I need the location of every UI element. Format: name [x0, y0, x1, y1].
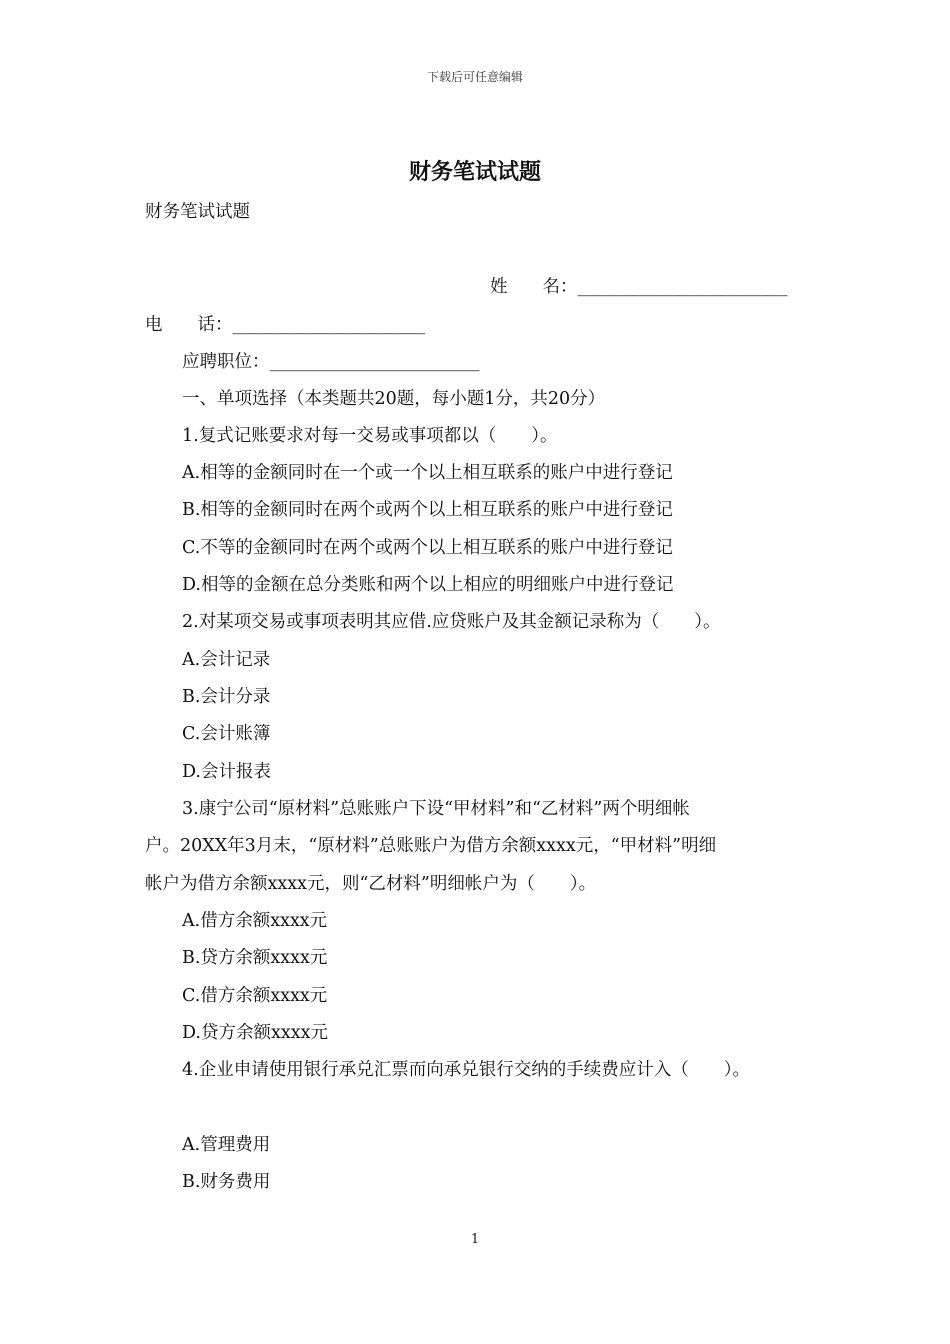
- page-header-note: 下载后可任意编辑: [426, 70, 523, 84]
- question-2-option-c: C.会计账簿: [182, 724, 271, 744]
- question-1-stem: 1.复式记账要求对每一交易或事项都以（ ）。: [182, 426, 558, 446]
- question-3-option-c: C.借方余额xxxx元: [182, 986, 328, 1006]
- document-title: 财务笔试试题: [408, 159, 541, 185]
- position-field: 应聘职位：________________________: [182, 352, 480, 372]
- phone-field: 电 话：______________________: [145, 315, 425, 335]
- question-1-option-d: D.相等的金额在总分类账和两个以上相应的明细账户中进行登记: [182, 575, 674, 595]
- question-3-option-a: A.借方余额xxxx元: [182, 911, 328, 931]
- question-2-option-b: B.会计分录: [182, 687, 271, 707]
- question-3-stem-line3: 帐户为借方余额xxxx元，则“乙材料”明细帐户为（ ）。: [145, 874, 597, 894]
- question-2-option-d: D.会计报表: [182, 762, 271, 782]
- question-1-option-a: A.相等的金额同时在一个或一个以上相互联系的账户中进行登记: [182, 463, 673, 483]
- question-1-option-c: C.不等的金额同时在两个或两个以上相互联系的账户中进行登记: [182, 538, 673, 558]
- document-subtitle: 财务笔试试题: [145, 202, 250, 222]
- question-4-option-a: A.管理费用: [182, 1135, 271, 1155]
- question-4-option-b: B.财务费用: [182, 1172, 271, 1192]
- question-2-option-a: A.会计记录: [182, 650, 271, 670]
- name-field: 姓 名：________________________: [490, 277, 788, 297]
- question-4-stem: 4.企业申请使用银行承兑汇票而向承兑银行交纳的手续费应计入（ ）。: [182, 1060, 750, 1080]
- question-3-stem-line2: 户。20XX年3月末，“原材料”总账账户为借方余额xxxx元，“甲材料”明细: [145, 836, 717, 856]
- question-3-option-d: D.贷方余额xxxx元: [182, 1023, 328, 1043]
- question-3-stem-line1: 3.康宁公司“原材料”总账账户下设“甲材料”和“乙材料”两个明细帐: [182, 799, 690, 819]
- section-heading: 一、单项选择（本类题共20题，每小题1分，共20分）: [182, 389, 606, 409]
- question-1-option-b: B.相等的金额同时在两个或两个以上相互联系的账户中进行登记: [182, 500, 673, 520]
- question-3-option-b: B.贷方余额xxxx元: [182, 948, 328, 968]
- question-2-stem: 2.对某项交易或事项表明其应借.应贷账户及其金额记录称为（ ）。: [182, 612, 721, 632]
- page-number: 1: [470, 1232, 480, 1247]
